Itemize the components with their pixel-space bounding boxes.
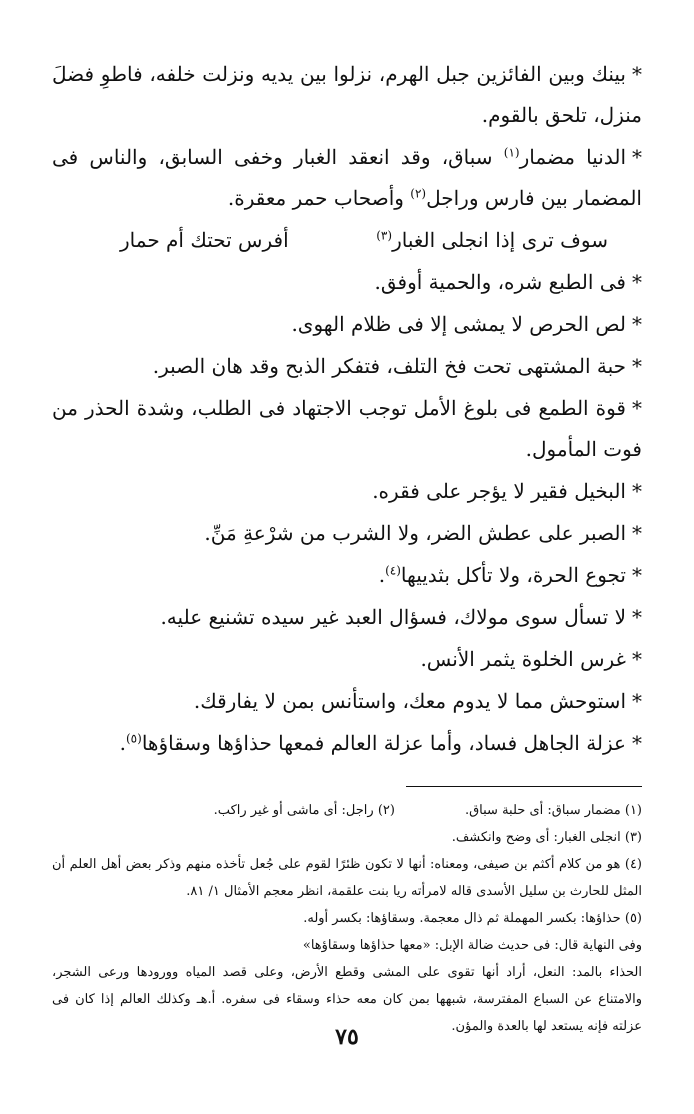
- footnote-ref-2: (٢): [410, 186, 427, 201]
- footnote-ref-1: (١): [503, 145, 520, 160]
- footnote-5-explanation: الحذاء بالمد: النعل، أراد أنها تقوى على المشى وقطع الأرض، وعلى قصد المياه وورودها ورعى الشجر، والامتناع عن السباع المفترسة، شبهها بمن كان معه حذاء وسقاء فى سفره. أ.هـ وكذلك العالم إذا كان فى عزلته فإنه يستعد لها بالعدة والمؤن.: [52, 965, 642, 1034]
- paragraph-11: [52, 639, 642, 680]
- paragraph-5: [52, 346, 642, 387]
- asterisk-icon: *: [632, 354, 642, 378]
- paragraph-1-text: بينك وبين الفائزين جبل الهرم، نزلوا بين يديه ونزلت خلفه، فاطوِ فضلَ منزل، تلحق بالقوم.: [52, 62, 642, 127]
- footnote-4: (٤) هو من كلام أكثم بن صيفى، ومعناه: أنها لا تكون ظئرًا لقوم على جُعل تأخذه منهم وذكر بعض أهل العلم أن المثل للحارث بن سليل الأسدى قاله لامرأته ريا بنت علقمة، انظر معجم الأمثال ١/ ٨١.: [52, 857, 642, 899]
- paragraph-9-text: تجوع الحرة، ولا تأكل بثدييها: [400, 563, 626, 587]
- paragraph-9-end: .: [378, 563, 386, 587]
- footnote-5: (٥) حذاؤها: بكسر المهملة ثم ذال معجمة. وسقاؤها: بكسر أوله.: [303, 911, 642, 926]
- verse-second-hemistich: أفرس تحتك أم حمار: [120, 228, 289, 252]
- asterisk-icon: *: [632, 647, 642, 671]
- paragraph-6: [52, 388, 642, 470]
- paragraph-9: [52, 555, 642, 596]
- footnote-2: (٢) راجل: أى ماشى أو غير راكب.: [213, 803, 395, 818]
- paragraph-1: [52, 54, 642, 136]
- paragraph-4-text: لص الحرص لا يمشى إلا فى ظلام الهوى.: [291, 312, 626, 336]
- paragraph-12-text: استوحش مما لا يدوم معك، واستأنس بمن لا يفارقك.: [193, 689, 626, 713]
- paragraph-5-text: حبة المشتهى تحت فخ التلف، فتفكر الذبح وقد هان الصبر.: [152, 354, 626, 378]
- paragraph-7-text: البخيل فقير لا يؤجر على فقره.: [372, 479, 626, 503]
- paragraph-2: [52, 137, 642, 219]
- paragraph-13-text: عزلة الجاهل فساد، وأما عزلة العالم فمعها حذاؤها وسقاؤها: [141, 731, 626, 755]
- paragraph-10: [52, 597, 642, 638]
- footnote-5-note: وفى النهاية قال: فى حديث ضالة الإبل: «معها حذاؤها وسقاؤها»: [302, 938, 642, 953]
- paragraph-11-text: غرس الخلوة يثمر الأنس.: [420, 647, 626, 671]
- footnote-row-1-2: [52, 797, 642, 824]
- paragraph-4: [52, 304, 642, 345]
- asterisk-icon: *: [632, 521, 642, 545]
- footnote-divider: [406, 786, 642, 787]
- verse-first-hemistich: [376, 220, 608, 261]
- asterisk-icon: *: [632, 270, 642, 294]
- paragraph-7: [52, 471, 642, 512]
- asterisk-icon: *: [632, 563, 642, 587]
- asterisk-icon: *: [632, 145, 642, 169]
- footnote-1: (١) مضمار سباق: أى حلبة سباق.: [464, 803, 642, 818]
- paragraph-13: [52, 723, 642, 764]
- footnote-ref-4: (٤): [385, 563, 401, 578]
- paragraph-12: [52, 681, 642, 722]
- footnote-ref-5: (٥): [125, 731, 142, 746]
- paragraph-2-text-b: سباق، وقد انعقد الغبار وخفى السابق، والناس فى المضمار بين فارس وراجل: [52, 145, 642, 210]
- paragraph-2-text-a: الدنيا مضمار: [519, 145, 626, 169]
- asterisk-icon: *: [632, 312, 642, 336]
- paragraph-6-text: قوة الطمع فى بلوغ الأمل توجب الاجتهاد فى الطلب، وشدة الحذر من فوت المأمول.: [52, 396, 642, 461]
- paragraph-8-text: الصبر على عطش الضر، ولا الشرب من شرْعةِ مَنِّ.: [204, 521, 626, 545]
- paragraph-10-text: لا تسأل سوى مولاك، فسؤال العبد غير سيده تشنيع عليه.: [160, 605, 626, 629]
- paragraph-2-text-c: وأصحاب حمر معقرة.: [227, 186, 404, 210]
- footnote-ref-3: (٣): [376, 228, 393, 243]
- poem-verse: [120, 220, 608, 261]
- asterisk-icon: *: [632, 396, 642, 420]
- paragraph-8: [52, 513, 642, 554]
- paragraph-3-text: فى الطبع شره، والحمية أوفق.: [374, 270, 626, 294]
- page-number: ٧٥: [335, 1024, 359, 1050]
- asterisk-icon: *: [632, 605, 642, 629]
- verse-first-hemistich-text: سوف ترى إذا انجلى الغبار: [392, 228, 608, 252]
- asterisk-icon: *: [632, 62, 642, 86]
- paragraph-3: [52, 262, 642, 303]
- footnote-3: (٣) انجلى الغبار: أى وضح وانكشف.: [451, 830, 642, 845]
- asterisk-icon: *: [632, 479, 642, 503]
- asterisk-icon: *: [632, 731, 642, 755]
- paragraph-13-end: .: [119, 731, 126, 755]
- asterisk-icon: *: [632, 689, 642, 713]
